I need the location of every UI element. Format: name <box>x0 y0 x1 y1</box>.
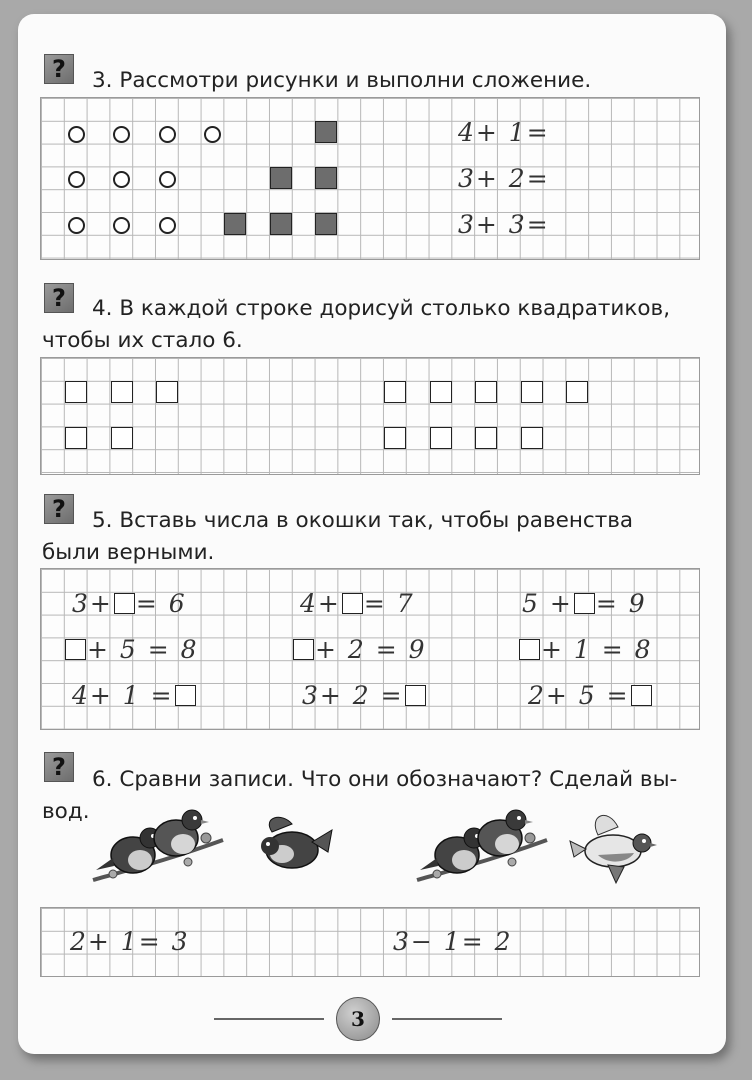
circle <box>159 126 176 143</box>
task3-expression: 4+ 1= <box>458 118 550 147</box>
equation-left: 4+ 1 = <box>72 681 174 710</box>
empty-square <box>475 427 497 449</box>
empty-square <box>384 381 406 403</box>
circle <box>113 217 130 234</box>
equation-right: = 9 <box>595 589 647 618</box>
task6-expression-right: 3− 1= 2 <box>393 927 513 956</box>
filled-square <box>224 213 246 235</box>
question-icon: ? <box>44 752 74 782</box>
task3-grid <box>40 97 700 260</box>
empty-square <box>475 381 497 403</box>
empty-square <box>111 427 133 449</box>
task3-expression: 3+ 3= <box>458 210 550 239</box>
circle <box>68 217 85 234</box>
equation <box>292 635 427 665</box>
equation-left: 5 + <box>522 589 573 618</box>
empty-square <box>430 427 452 449</box>
circle <box>113 171 130 188</box>
task4-grid <box>40 357 700 475</box>
empty-square <box>65 427 87 449</box>
equation <box>522 589 647 619</box>
equation-right: + 2 = 9 <box>315 635 427 664</box>
answer-box[interactable] <box>631 685 652 706</box>
equation-right: = 6 <box>135 589 187 618</box>
filled-square <box>270 213 292 235</box>
task4-instruction-line1: 4. В каждой строке дорисуй столько квадратиков, <box>92 296 671 321</box>
equation <box>518 635 653 665</box>
task3-expression: 3+ 2= <box>458 164 550 193</box>
answer-box[interactable] <box>342 593 363 614</box>
equation-left: 4+ <box>300 589 341 618</box>
equation-right: + 1 = 8 <box>541 635 653 664</box>
task6-expression-left: 2+ 1= 3 <box>70 927 190 956</box>
question-icon: ? <box>44 54 74 84</box>
circle <box>159 171 176 188</box>
circle <box>68 126 85 143</box>
circle <box>159 217 176 234</box>
question-icon: ? <box>44 494 74 524</box>
filled-square <box>270 167 292 189</box>
empty-square <box>156 381 178 403</box>
answer-box[interactable] <box>405 685 426 706</box>
task6-instruction-line2: вод. <box>42 799 90 824</box>
equation-right: = 7 <box>363 589 415 618</box>
flying-bird-icon <box>568 805 658 885</box>
divider-line <box>214 1018 324 1020</box>
equation <box>300 589 415 619</box>
circle <box>113 126 130 143</box>
empty-square <box>521 427 543 449</box>
page-number: 3 <box>336 997 380 1041</box>
answer-box[interactable] <box>519 639 540 660</box>
empty-square <box>384 427 406 449</box>
empty-square <box>566 381 588 403</box>
equation <box>72 681 197 711</box>
empty-square <box>111 381 133 403</box>
equation <box>302 681 427 711</box>
equation <box>528 681 653 711</box>
filled-square <box>315 167 337 189</box>
task5-instruction-line1: 5. Вставь числа в окошки так, чтобы равенства <box>92 508 634 533</box>
equation-left: 3+ 2 = <box>302 681 404 710</box>
equation-left: 2+ 5 = <box>528 681 630 710</box>
task5-instruction-line2: были верными. <box>42 540 215 565</box>
equation-left: 3+ <box>72 589 113 618</box>
equation <box>72 589 187 619</box>
answer-box[interactable] <box>574 593 595 614</box>
empty-square <box>65 381 87 403</box>
divider-line <box>392 1018 502 1020</box>
flying-bird-icon <box>252 812 334 874</box>
answer-box[interactable] <box>114 593 135 614</box>
question-icon: ? <box>44 283 74 313</box>
equation-right: + 5 = 8 <box>87 635 199 664</box>
birds-on-branch-icon <box>412 800 552 890</box>
equation <box>64 635 199 665</box>
answer-box[interactable] <box>65 639 86 660</box>
empty-square <box>521 381 543 403</box>
filled-square <box>315 121 337 143</box>
answer-box[interactable] <box>293 639 314 660</box>
birds-on-branch-icon <box>88 800 228 890</box>
task6-instruction-line1: 6. Сравни записи. Что они обозначают? Сделай вы- <box>92 767 678 792</box>
answer-box[interactable] <box>175 685 196 706</box>
circle <box>68 171 85 188</box>
circle <box>204 126 221 143</box>
task4-instruction-line2: чтобы их стало 6. <box>42 328 243 353</box>
filled-square <box>315 213 337 235</box>
empty-square <box>430 381 452 403</box>
task3-instruction: 3. Рассмотри рисунки и выполни сложение. <box>92 68 592 93</box>
